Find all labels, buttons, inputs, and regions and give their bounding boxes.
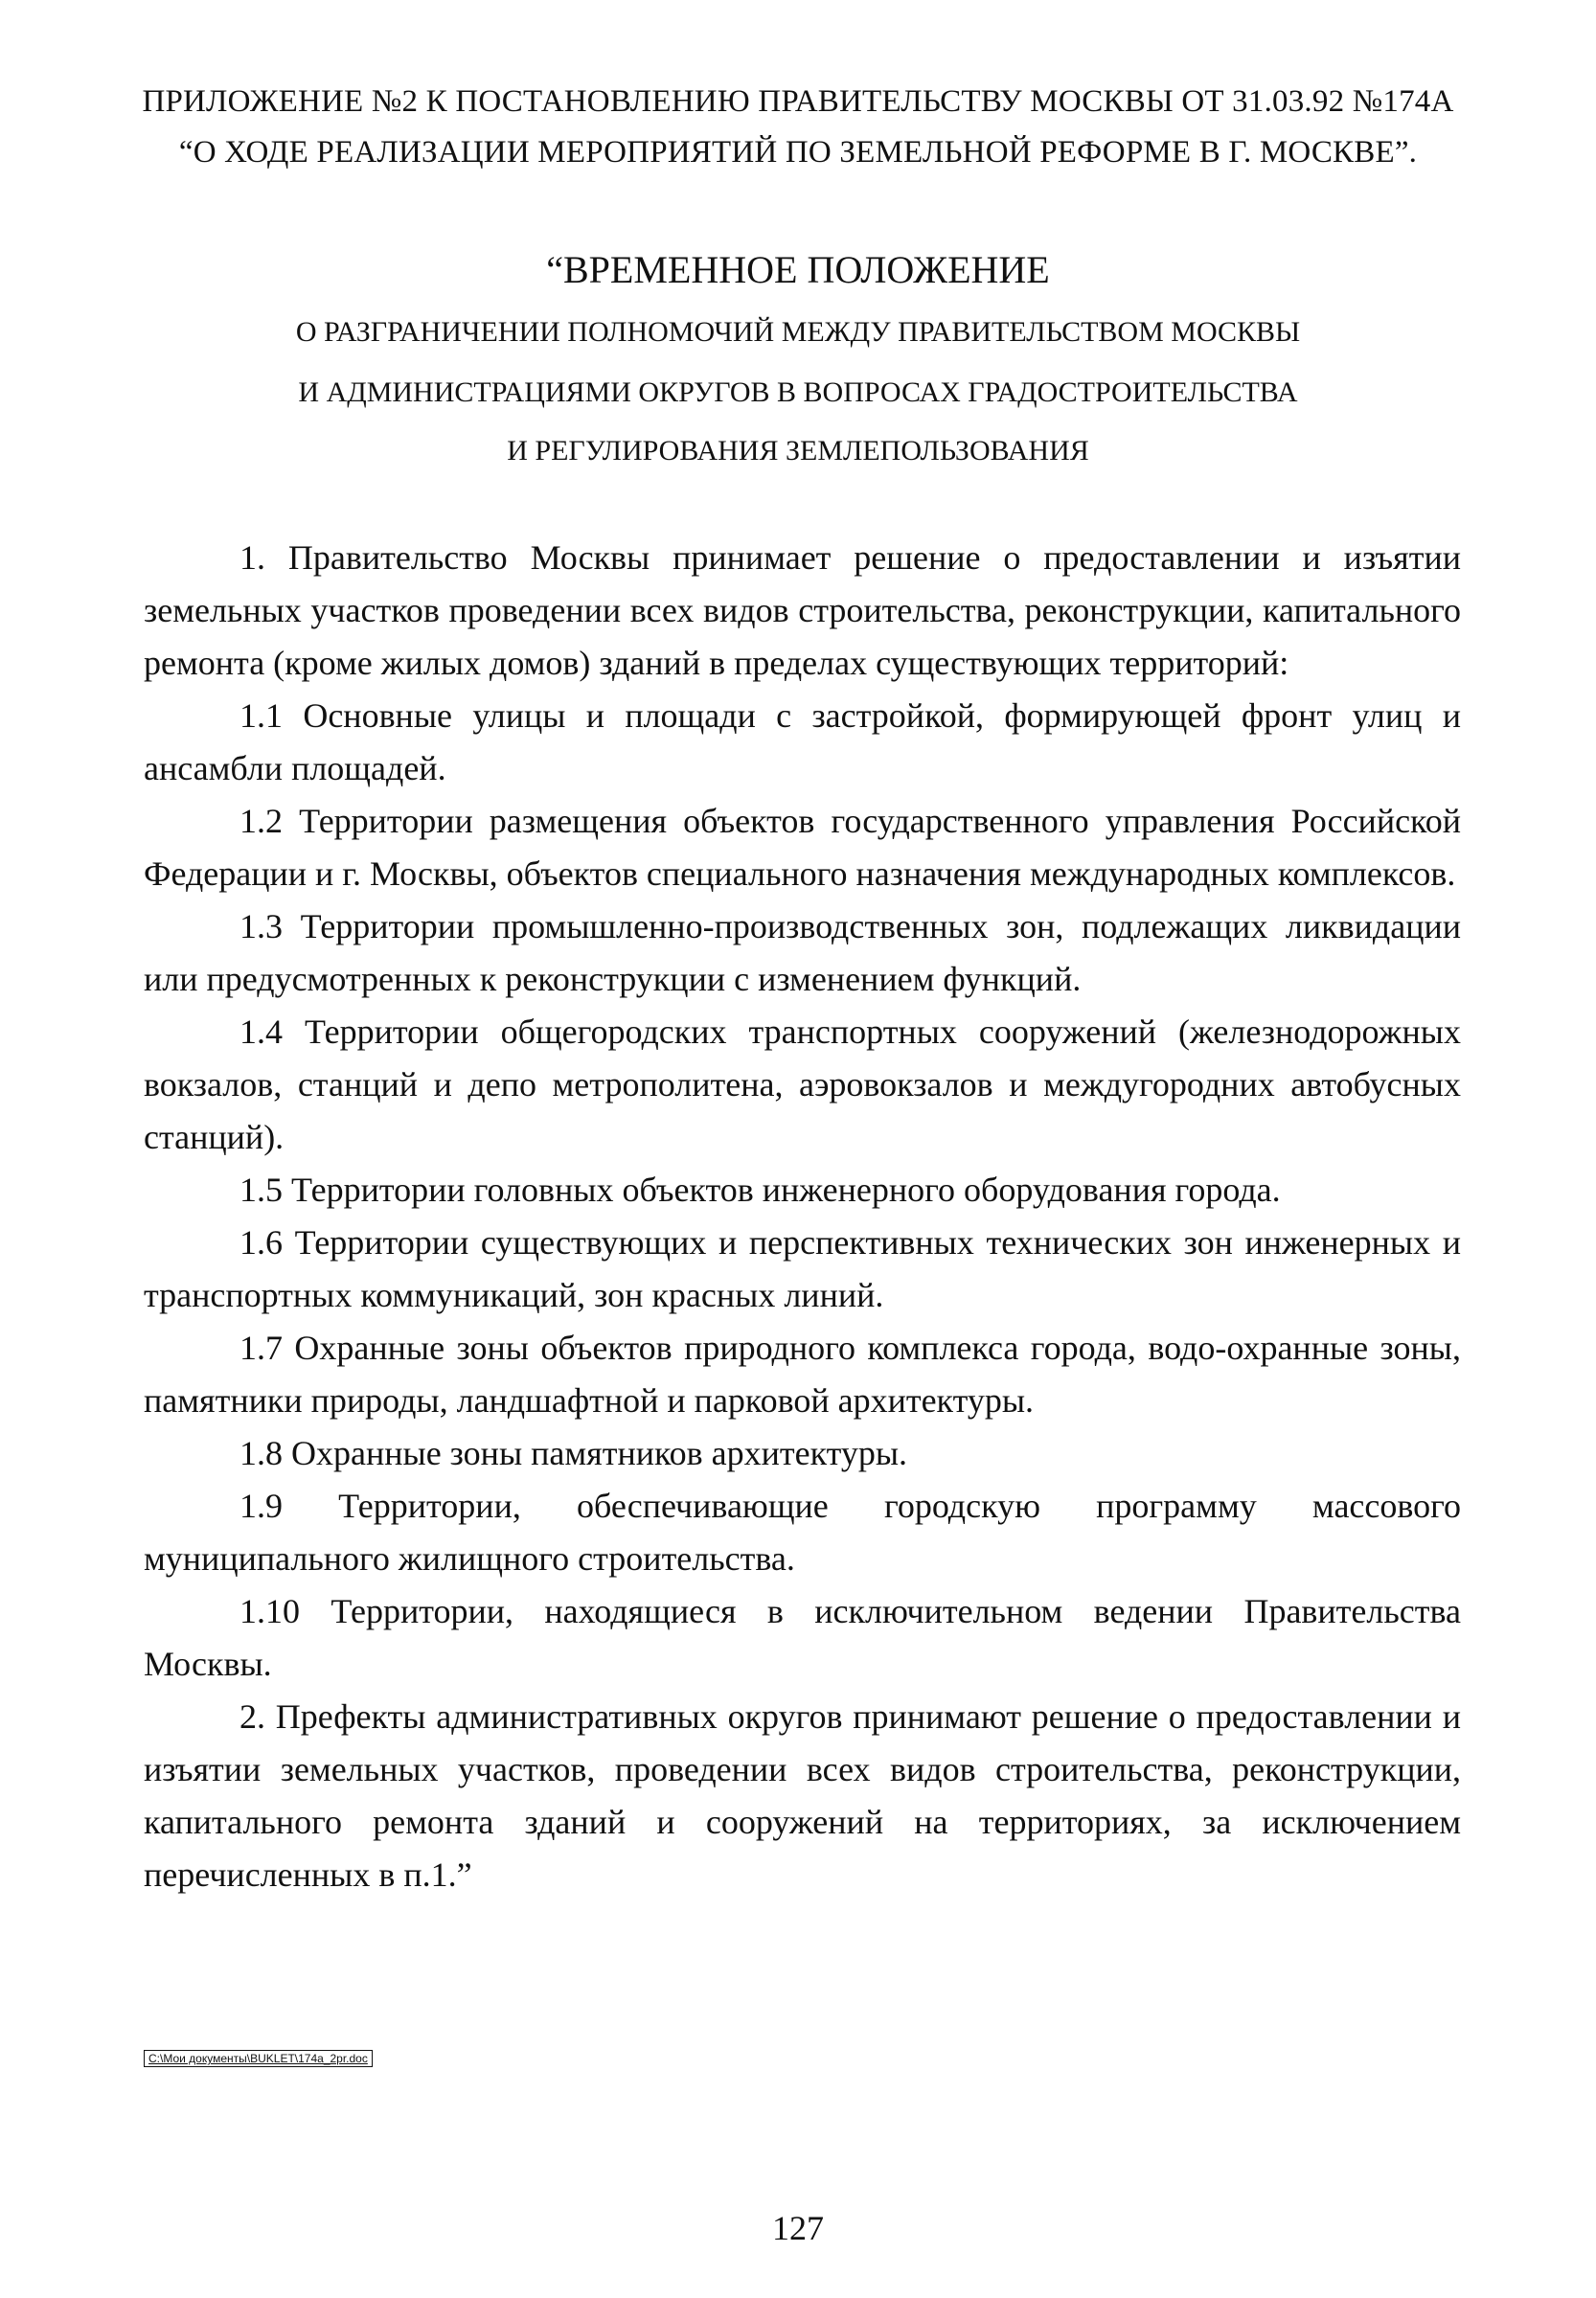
paragraph-1-4: 1.4 Территории общегородских транспортных сооружений (железнодорожных вокзалов, станций и депо метрополитена, аэровокзалов и междугородних автобусных станций).: [144, 1012, 1461, 1156]
paragraph-1-6: 1.6 Территории существующих и перспективных технических зон инженерных и транспортных коммуникаций, зон красных линий.: [144, 1223, 1461, 1314]
paragraph-1-8: 1.8 Охранные зоны памятников архитектуры.: [239, 1434, 908, 1472]
header-line-1: ПРИЛОЖЕНИЕ №2 К ПОСТАНОВЛЕНИЮ ПРАВИТЕЛЬСТВУ МОСКВЫ ОТ 31.03.92 №174А: [142, 84, 1454, 119]
paragraph-1-10: 1.10 Территории, находящиеся в исключительном ведении Правительства Москвы.: [144, 1592, 1461, 1683]
paragraph-1-9: 1.9 Территории, обеспечивающие городскую программу массового муниципального жилищного строительства.: [144, 1487, 1461, 1578]
document-title: “ВРЕМЕННОЕ ПОЛОЖЕНИЕ: [546, 248, 1050, 291]
paragraph-1-3: 1.3 Территории промышленно-производственных зон, подлежащих ликвидации или предусмотренных к реконструкции с изменением функций.: [144, 907, 1461, 998]
paragraph-2: 2. Префекты административных округов принимают решение о предоставлении и изъятии земельных участков, проведении всех видов строительства, реконструкции, капитального ремонта зданий и сооружений на территориях, за исключением перечисленных в п.1.”: [144, 1697, 1461, 1894]
file-path-label: C:\Мои документы\BUKLET\174a_2pr.doc: [144, 2050, 373, 2067]
paragraph-1-2: 1.2 Территории размещения объектов государственного управления Российской Федерации и г. Москвы, объектов специального назначения международных комплексов.: [144, 802, 1461, 893]
paragraph-1-1: 1.1 Основные улицы и площади с застройкой, формирующей фронт улиц и ансамбли площадей.: [144, 696, 1461, 787]
header-line-2: “О ХОДЕ РЕАЛИЗАЦИИ МЕРОПРИЯТИЙ ПО ЗЕМЕЛЬНОЙ РЕФОРМЕ В Г. МОСКВЕ”.: [178, 135, 1418, 170]
paragraph-1: 1. Правительство Москвы принимает решение о предоставлении и изъятии земельных участков проведении всех видов строительства, реконструкции, капитального ремонта (кроме жилых домов) зданий в пределах существующих территорий:: [144, 538, 1461, 682]
document-subtitle-line-2: И АДМИНИСТРАЦИЯМИ ОКРУГОВ В ВОПРОСАХ ГРАДОСТРОИТЕЛЬСТВА: [298, 376, 1298, 408]
page-number: 127: [772, 2209, 824, 2247]
document-body: [144, 532, 1461, 1901]
document-subtitle-line-1: О РАЗГРАНИЧЕНИИ ПОЛНОМОЧИЙ МЕЖДУ ПРАВИТЕЛЬСТВОМ МОСКВЫ: [295, 316, 1301, 348]
paragraph-1-5: 1.5 Территории головных объектов инженерного оборудования города.: [239, 1171, 1281, 1209]
document-subtitle-line-3: И РЕГУЛИРОВАНИЯ ЗЕМЛЕПОЛЬЗОВАНИЯ: [507, 435, 1089, 466]
paragraph-1-7: 1.7 Охранные зоны объектов природного комплекса города, водо-охранные зоны, памятники природы, ландшафтной и парковой архитектуры.: [144, 1329, 1461, 1420]
